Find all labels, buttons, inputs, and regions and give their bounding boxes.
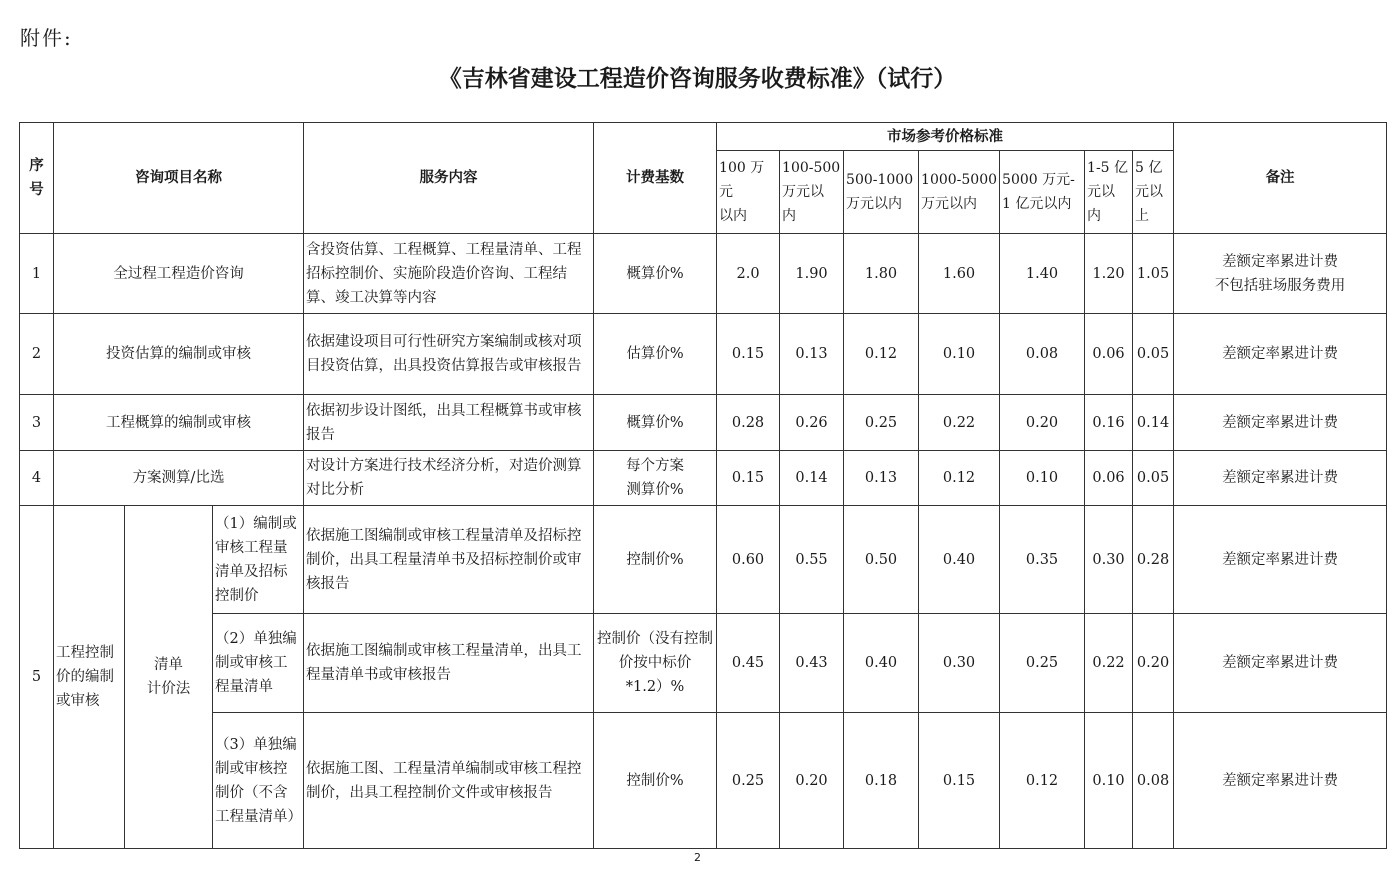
rate-cell: 1.90 bbox=[780, 234, 844, 314]
rate-cell: 0.30 bbox=[1085, 506, 1133, 614]
header-no: 序 号 bbox=[20, 123, 54, 234]
rate-cell: 2.0 bbox=[717, 234, 780, 314]
row-service: 依据施工图、工程量清单编制或审核工程控制价，出具工程控制价文件或审核报告 bbox=[304, 713, 594, 849]
table-row bbox=[20, 614, 1387, 713]
table-row bbox=[20, 234, 1387, 314]
rate-cell: 0.55 bbox=[780, 506, 844, 614]
rate-cell: 1.05 bbox=[1133, 234, 1174, 314]
rate-cell: 0.22 bbox=[919, 395, 1000, 451]
rate-cell: 0.10 bbox=[1000, 451, 1085, 506]
rate-cell: 0.25 bbox=[717, 713, 780, 849]
rate-cell: 0.45 bbox=[717, 614, 780, 713]
rate-cell: 0.15 bbox=[717, 451, 780, 506]
rate-cell: 0.40 bbox=[919, 506, 1000, 614]
row-base: 概算价% bbox=[594, 234, 717, 314]
header-market-price: 市场参考价格标准 bbox=[717, 123, 1174, 151]
header-bracket: 100-500 万元以 内 bbox=[780, 151, 844, 234]
row-service: 依据施工图编制或审核工程量清单，出具工程量清单书或审核报告 bbox=[304, 614, 594, 713]
row-base: 每个方案 测算价% bbox=[594, 451, 717, 506]
header-project-name: 咨询项目名称 bbox=[54, 123, 304, 234]
row-project-name: 投资估算的编制或审核 bbox=[54, 314, 304, 395]
header-bracket: 5 亿 元以 上 bbox=[1133, 151, 1174, 234]
rate-cell: 0.10 bbox=[1085, 713, 1133, 849]
rate-cell: 0.13 bbox=[780, 314, 844, 395]
header-service: 服务内容 bbox=[304, 123, 594, 234]
row-base: 控制价（没有控制价按中标价*1.2）% bbox=[594, 614, 717, 713]
rate-cell: 0.25 bbox=[1000, 614, 1085, 713]
rate-cell: 0.20 bbox=[780, 713, 844, 849]
row-remark: 差额定率累进计费 bbox=[1174, 451, 1387, 506]
table-row bbox=[20, 506, 1387, 614]
row-method: 清单 计价法 bbox=[125, 506, 213, 849]
rate-cell: 0.20 bbox=[1133, 614, 1174, 713]
rate-cell: 0.30 bbox=[919, 614, 1000, 713]
row-remark: 差额定率累进计费 bbox=[1174, 506, 1387, 614]
rate-cell: 0.60 bbox=[717, 506, 780, 614]
row-service: 对设计方案进行技术经济分析，对造价测算对比分析 bbox=[304, 451, 594, 506]
header-row-1 bbox=[20, 123, 1387, 151]
row-base: 控制价% bbox=[594, 506, 717, 614]
row-no: 1 bbox=[20, 234, 54, 314]
table-row bbox=[20, 314, 1387, 395]
table-row bbox=[20, 713, 1387, 849]
rate-cell: 0.43 bbox=[780, 614, 844, 713]
rate-cell: 0.13 bbox=[844, 451, 919, 506]
row-remark: 差额定率累进计费 bbox=[1174, 314, 1387, 395]
rate-cell: 0.06 bbox=[1085, 451, 1133, 506]
row-base: 控制价% bbox=[594, 713, 717, 849]
row-no: 5 bbox=[20, 506, 54, 849]
row-service: 依据初步设计图纸，出具工程概算书或审核报告 bbox=[304, 395, 594, 451]
rate-cell: 0.05 bbox=[1133, 451, 1174, 506]
header-bracket: 1000-5000 万元以内 bbox=[919, 151, 1000, 234]
rate-cell: 0.15 bbox=[919, 713, 1000, 849]
rate-cell: 0.16 bbox=[1085, 395, 1133, 451]
rate-cell: 0.06 bbox=[1085, 314, 1133, 395]
rate-cell: 0.40 bbox=[844, 614, 919, 713]
table-row bbox=[20, 395, 1387, 451]
row-no: 4 bbox=[20, 451, 54, 506]
rate-cell: 0.14 bbox=[1133, 395, 1174, 451]
rate-cell: 0.22 bbox=[1085, 614, 1133, 713]
row-base: 概算价% bbox=[594, 395, 717, 451]
rate-cell: 1.60 bbox=[919, 234, 1000, 314]
rate-cell: 0.05 bbox=[1133, 314, 1174, 395]
row-remark: 差额定率累进计费 不包括驻场服务费用 bbox=[1174, 234, 1387, 314]
row-sub-name: （3）单独编制或审核控制价（不含工程量清单） bbox=[213, 713, 304, 849]
row-no: 3 bbox=[20, 395, 54, 451]
row-base: 估算价% bbox=[594, 314, 717, 395]
rate-cell: 0.10 bbox=[919, 314, 1000, 395]
row-remark: 差额定率累进计费 bbox=[1174, 395, 1387, 451]
header-remarks: 备注 bbox=[1174, 123, 1387, 234]
header-bracket: 5000 万元- 1 亿元以内 bbox=[1000, 151, 1085, 234]
rate-cell: 1.80 bbox=[844, 234, 919, 314]
table-row bbox=[20, 451, 1387, 506]
rate-cell: 0.08 bbox=[1000, 314, 1085, 395]
rate-cell: 0.28 bbox=[717, 395, 780, 451]
row-service: 依据施工图编制或审核工程量清单及招标控制价，出具工程量清单书及招标控制价或审核报告 bbox=[304, 506, 594, 614]
row-remark: 差额定率累进计费 bbox=[1174, 614, 1387, 713]
header-bracket: 1-5 亿 元以 内 bbox=[1085, 151, 1133, 234]
rate-cell: 0.12 bbox=[1000, 713, 1085, 849]
row-category: 工程控制价的编制或审核 bbox=[54, 506, 125, 849]
row-sub-name: （1）编制或审核工程量清单及招标控制价 bbox=[213, 506, 304, 614]
row-service: 依据建设项目可行性研究方案编制或核对项目投资估算，出具投资估算报告或审核报告 bbox=[304, 314, 594, 395]
rate-cell: 0.50 bbox=[844, 506, 919, 614]
rate-cell: 0.18 bbox=[844, 713, 919, 849]
header-bracket: 500-1000 万元以内 bbox=[844, 151, 919, 234]
rate-cell: 0.14 bbox=[780, 451, 844, 506]
rate-cell: 0.12 bbox=[919, 451, 1000, 506]
row-project-name: 工程概算的编制或审核 bbox=[54, 395, 304, 451]
rate-cell: 0.28 bbox=[1133, 506, 1174, 614]
header-bracket: 100 万元 以内 bbox=[717, 151, 780, 234]
row-sub-name: （2）单独编制或审核工程量清单 bbox=[213, 614, 304, 713]
rate-cell: 0.08 bbox=[1133, 713, 1174, 849]
rate-cell: 0.25 bbox=[844, 395, 919, 451]
attachment-label: 附件: bbox=[20, 26, 73, 50]
document-title: 《吉林省建设工程造价咨询服务收费标准》（试行） bbox=[438, 66, 957, 92]
rate-cell: 1.20 bbox=[1085, 234, 1133, 314]
row-no: 2 bbox=[20, 314, 54, 395]
page-number: 2 bbox=[694, 851, 701, 864]
row-project-name: 方案测算/比选 bbox=[54, 451, 304, 506]
rate-cell: 0.35 bbox=[1000, 506, 1085, 614]
fee-standard-table bbox=[19, 122, 1387, 849]
row-service: 含投资估算、工程概算、工程量清单、工程招标控制价、实施阶段造价咨询、工程结算、竣工决算等内容 bbox=[304, 234, 594, 314]
row-remark: 差额定率累进计费 bbox=[1174, 713, 1387, 849]
rate-cell: 0.26 bbox=[780, 395, 844, 451]
rate-cell: 0.12 bbox=[844, 314, 919, 395]
rate-cell: 1.40 bbox=[1000, 234, 1085, 314]
header-base: 计费基数 bbox=[594, 123, 717, 234]
row-project-name: 全过程工程造价咨询 bbox=[54, 234, 304, 314]
rate-cell: 0.20 bbox=[1000, 395, 1085, 451]
rate-cell: 0.15 bbox=[717, 314, 780, 395]
